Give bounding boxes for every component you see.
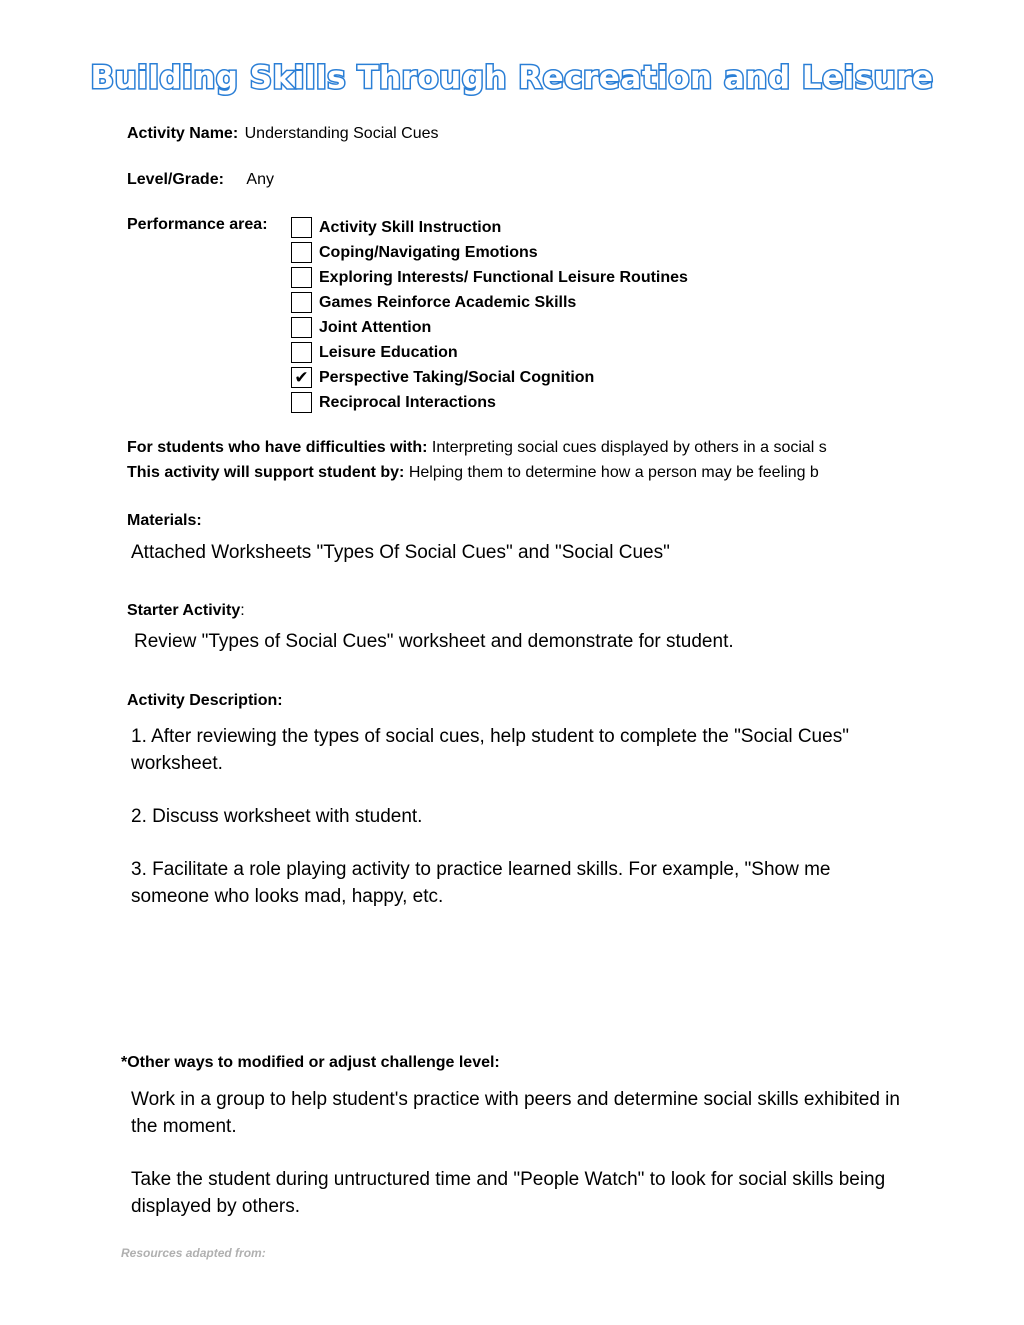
activity-name-value: Understanding Social Cues — [244, 125, 439, 142]
checkbox[interactable] — [291, 217, 312, 238]
option-exploring-interests[interactable] — [291, 265, 688, 290]
checkbox-checked[interactable]: ✔ — [291, 367, 312, 388]
materials-value: Attached Worksheets "Types Of Social Cues" and "Social Cues" — [131, 542, 670, 563]
other-ways-label: *Other ways to modified or adjust challenge level: — [121, 1054, 500, 1071]
option-label: Reciprocal Interactions — [319, 393, 496, 411]
option-label: Games Reinforce Academic Skills — [319, 293, 577, 311]
materials-label: Materials: — [127, 512, 202, 529]
option-activity-skill-instruction[interactable] — [291, 215, 688, 240]
difficulties-row — [127, 439, 924, 457]
option-perspective-taking[interactable] — [291, 365, 688, 390]
starter-label: Starter Activity — [127, 602, 241, 619]
support-value: Helping them to determine how a person may be feeling b — [408, 464, 819, 481]
level-grade-label: Level/Grade: — [127, 171, 224, 188]
option-label: Coping/Navigating Emotions — [319, 243, 538, 261]
checkbox[interactable] — [291, 342, 312, 363]
option-games-reinforce-academic-skills[interactable] — [291, 290, 688, 315]
option-coping-navigating-emotions[interactable] — [291, 240, 688, 265]
option-label: Activity Skill Instruction — [319, 218, 502, 236]
checkbox[interactable] — [291, 392, 312, 413]
option-label: Leisure Education — [319, 343, 458, 361]
option-label: Joint Attention — [319, 318, 432, 336]
performance-area-label: Performance area: — [127, 216, 268, 233]
description-step: 1. After reviewing the types of social cues, help student to complete the "Social Cues" worksheet. — [131, 726, 849, 774]
level-grade-row — [127, 171, 274, 189]
difficulties-value: Interpreting social cues displayed by others in a social s — [431, 439, 827, 456]
starter-label-row — [127, 602, 245, 620]
level-grade-value: Any — [246, 171, 274, 188]
option-leisure-education[interactable] — [291, 340, 688, 365]
footer-note: Resources adapted from: — [121, 1246, 266, 1260]
option-label: Perspective Taking/Social Cognition — [319, 368, 595, 386]
other-ways-item: Work in a group to help student's practice with peers and determine social skills exhibited in the moment. — [131, 1089, 900, 1137]
support-colon: : — [399, 464, 405, 481]
activity-name-row — [127, 125, 439, 143]
option-label: Exploring Interests/ Functional Leisure Routines — [319, 268, 688, 286]
option-joint-attention[interactable] — [291, 315, 688, 340]
checkbox[interactable] — [291, 242, 312, 263]
checkbox[interactable] — [291, 267, 312, 288]
performance-area-options — [291, 215, 688, 415]
activity-name-label: Activity Name: — [127, 125, 239, 142]
starter-colon: : — [240, 602, 245, 619]
option-reciprocal-interactions[interactable] — [291, 390, 688, 415]
page-title: Building Skills Through Recreation and Leisure — [90, 60, 934, 96]
support-row — [127, 464, 924, 482]
starter-value: Review "Types of Social Cues" worksheet and demonstrate for student. — [134, 631, 734, 652]
difficulties-label: For students who have difficulties with: — [127, 439, 428, 456]
checkbox[interactable] — [291, 317, 312, 338]
checkbox[interactable] — [291, 292, 312, 313]
description-step: 3. Facilitate a role playing activity to practice learned skills. For example, "Show me someone who looks mad, happy, etc. — [131, 859, 831, 907]
other-ways-item: Take the student during untructured time and "People Watch" to look for social skills being displayed by others. — [131, 1169, 886, 1217]
description-label: Activity Description: — [127, 692, 283, 709]
description-step: 2. Discuss worksheet with student. — [131, 806, 423, 827]
support-label: This activity will support student by — [127, 464, 400, 481]
